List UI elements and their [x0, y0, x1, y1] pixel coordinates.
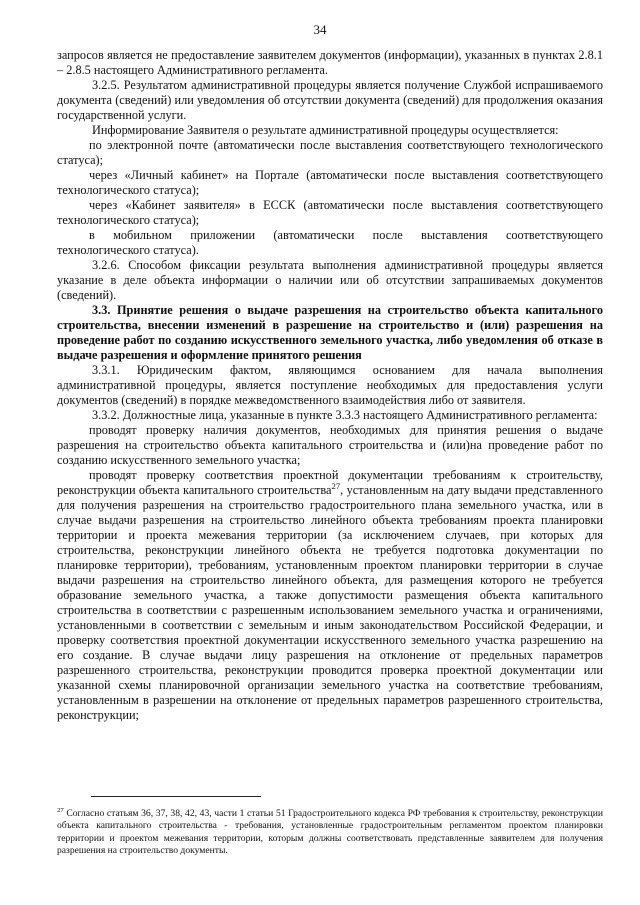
- footnote-separator: [91, 796, 261, 797]
- list-item-text-continued: , установленным на дату выдачи представленного для получения разрешения на строительство градостроительного плана земельного участка, или в случае выдачи разрешения на строительство линейного объекта требованиям проекта планировки территории и проекта межевания территории (за исключением случаев, при которых для строительства, реконструкции линейного объекта не требуется подготовка документации по планировке территории), требованиям, установленным проектом планировки территории в случае выдачи разрешения на строительство линейного объекта, для размещения которого не требуется образование земельного участка, а также допустимости размещения объекта капитального строительства в соответствии с разрешенным использованием земельного участка и ограничениями, установленными в соответствии с земельным и иным законодательством Российской Федерации, и проверку соответствия проектной документации искусственного земельного участка разрешению на его создание. В случае выдачи лицу разрешения на отклонение от предельных параметров разрешенного строительства, реконструкции проводится проверка проектной документации или указанной схемы планировочной организации земельного участка на соответствие требованиям, установленным в разрешении на отклонение от предельных параметров разрешенного строительства, реконструкции;: [57, 483, 603, 722]
- list-item: по электронной почте (автоматически после выставления соответствующего технологического статуса);: [57, 138, 603, 167]
- footnote-marker: 27: [57, 806, 64, 814]
- paragraph-3-3-1: 3.3.1. Юридическим фактом, являющимся основанием для начала выполнения административной процедуры, является поступление необходимых для предоставления услуги документов (сведений) в порядке межведомственного взаимодействия либо от заявителя.: [57, 363, 603, 407]
- section-heading-3-3: 3.3. Принятие решения о выдаче разрешения на строительство объекта капитального строительства, внесении изменений в разрешение на строительство и (или) разрешения на проведение работ по созданию искусственного земельного участка, либо уведомления об отказе в выдаче разрешения и оформление принятого решения: [57, 303, 603, 362]
- list-item-text: проводят проверку соответствия проектной документации требованиям к строительству, реконструкции объекта капитального строительства: [57, 468, 603, 497]
- list-item: через «Кабинет заявителя» в ЕССК (автоматически после выставления соответствующего технологического статуса);: [57, 198, 603, 227]
- paragraph-continuation: запросов является не предоставление заявителем документов (информации), указанных в пунктах 2.8.1 – 2.8.5 настоящего Административного регламента.: [57, 48, 603, 77]
- footnote: [57, 808, 603, 858]
- paragraph-informing-intro: Информирование Заявителя о результате административной процедуры осуществляется:: [92, 123, 559, 137]
- paragraph-3-2-6: 3.2.6. Способом фиксации результата выполнения административной процедуры является указание в деле объекта информации о наличии или об отсутствии запрашиваемых документов (сведений).: [57, 258, 603, 302]
- document-body: [57, 48, 603, 723]
- list-item: в мобильном приложении (автоматически после выставления соответствующего технологического статуса).: [57, 228, 603, 257]
- list-item-long: [57, 468, 603, 723]
- footnote-reference: 27: [331, 480, 341, 491]
- page-number: 34: [313, 22, 327, 37]
- paragraph-3-2-5: 3.2.5. Результатом административной процедуры является получение Службой испрашиваемого документа (сведений) или уведомления об отсутствии документа (сведений) для продолжения оказания государственной услуги.: [57, 78, 603, 122]
- list-item: через «Личный кабинет» на Портале (автоматически после выставления соответствующего технологического статуса);: [57, 168, 603, 197]
- footnote-text: Согласно статьям 36, 37, 38, 42, 43, части 1 статьи 51 Градостроительного кодекса РФ требования к строительству, реконструкции объекта капитального строительства - требования, установленные градостроительным регламентом проектом планировки территории и проектом межевания территории, которым должны соответствовать представленные заявителем для получения разрешения на строительство документы.: [57, 808, 603, 857]
- list-item: проводят проверку наличия документов, необходимых для принятия решения о выдаче разрешения на строительство объекта капитального строительства и (или)на проведение работ по созданию искусственного земельного участка;: [57, 423, 603, 467]
- paragraph-3-3-2: 3.3.2. Должностные лица, указанные в пункте 3.3.3 настоящего Административного регламента:: [92, 408, 598, 422]
